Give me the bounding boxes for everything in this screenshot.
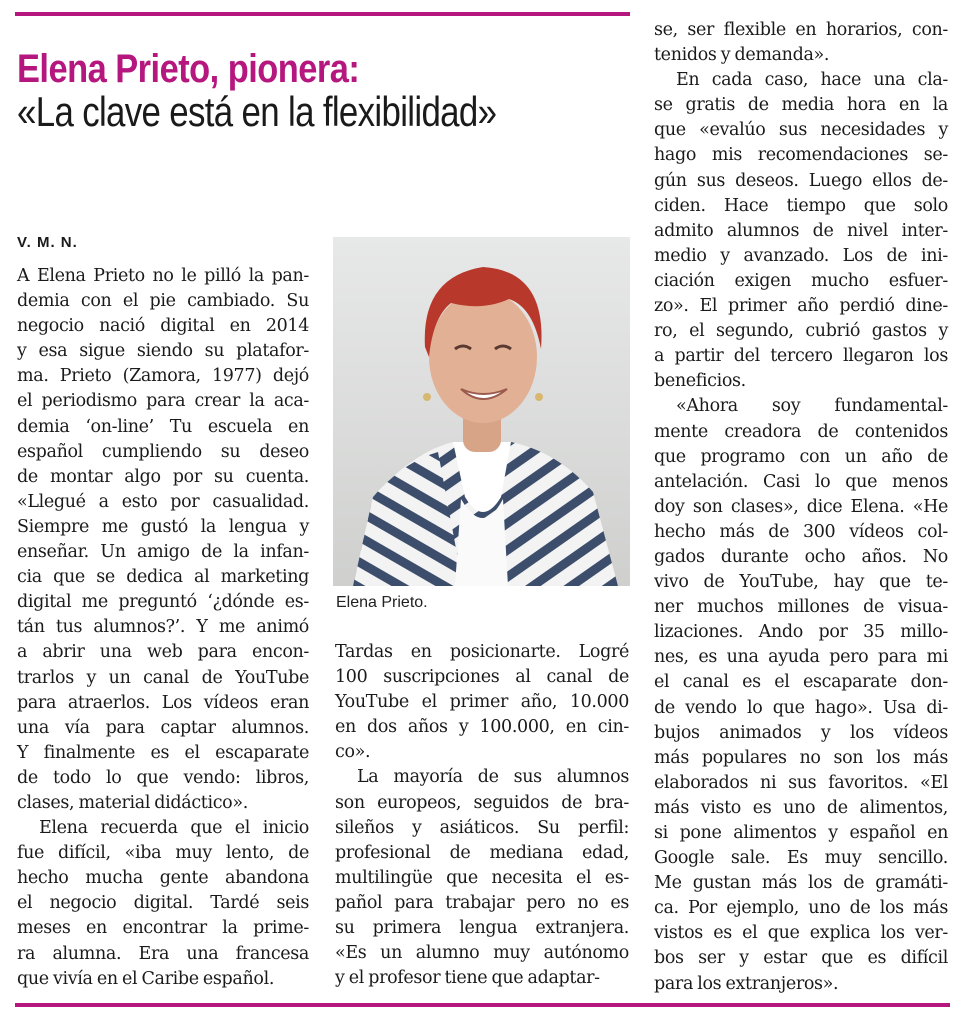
article-line: doy son clases», dice Elena. «He xyxy=(654,496,948,517)
article-line: nes, es una ayuda pero para mi xyxy=(654,647,948,668)
article-line: fue difícil, «iba muy lento, de xyxy=(17,843,309,864)
article-line: zo». El primer año perdió dine- xyxy=(654,296,948,317)
article-line: ciden. Hace tiempo que solo xyxy=(654,195,948,216)
article-line: y esa sigue siendo su platafor- xyxy=(17,341,309,362)
article-line: hago mis recomendaciones se- xyxy=(654,145,948,166)
article-line: Tardas en posicionarte. Logré xyxy=(335,642,629,662)
article-line: el canal es el escaparate don- xyxy=(654,672,948,693)
portrait-photo xyxy=(333,237,630,586)
article-line: Y finalmente es el escaparate xyxy=(17,742,309,763)
article-line: ciación exigen mucho esfuer- xyxy=(654,270,948,291)
article-line: Siempre me gustó la lengua y xyxy=(17,516,309,537)
article-line: Me gustan más los de gramáti- xyxy=(654,873,948,894)
article-line: profesional de mediana edad, xyxy=(335,842,629,863)
article-line: más visto es uno de alimentos, xyxy=(654,797,948,818)
article-line: «Ahora soy fundamental- xyxy=(676,396,948,417)
article-line: se, ser flexible en horarios, con- xyxy=(654,20,948,40)
photo-caption: Elena Prieto. xyxy=(336,594,428,611)
article-line: enseñar. Un amigo de la infan- xyxy=(17,542,309,563)
headline xyxy=(17,48,627,134)
article-line: hecho mucha gente abandona xyxy=(17,868,309,889)
article-line: si pone alimentos y español en xyxy=(654,823,948,843)
article-line: sileños y asiáticos. Su perfil: xyxy=(335,817,629,838)
byline: V. M. N. xyxy=(17,234,78,251)
article-line: de vendo lo que hago». Usa di- xyxy=(654,697,948,718)
article-line: a partir del tercero llegaron los xyxy=(654,346,948,367)
article-line: antelación. Casi lo que menos xyxy=(654,471,948,492)
headline-kicker: Elena Prieto, pionera: xyxy=(17,47,360,91)
headline-title: «La clave está en la flexibilidad» xyxy=(17,88,497,135)
article-line: co». xyxy=(335,742,371,763)
article-line: multilingüe que necesita el es- xyxy=(335,867,629,888)
article-line: trarlos y un canal de YouTube xyxy=(17,667,309,688)
article-line: tenidos y demanda». xyxy=(654,45,830,66)
article-line: gados durante ocho años. No xyxy=(654,546,948,567)
article-line: 100 suscripciones al canal de xyxy=(335,667,629,688)
article-line: ro, el segundo, cubrió gastos y xyxy=(654,321,948,342)
article-line: negocio nació digital en 2014 xyxy=(17,316,309,337)
article-line: y el profesor tiene que adaptar- xyxy=(335,968,600,989)
article-line: hecho más de 300 vídeos col- xyxy=(654,521,948,542)
article-line: mente creadora de contenidos xyxy=(654,421,948,442)
article-line: bujos animados y los vídeos xyxy=(654,722,948,743)
article-line: YouTube el primer año, 10.000 xyxy=(335,692,629,713)
article-line: ner muchos millones de visua- xyxy=(654,597,948,618)
article-line: más populares no son los más xyxy=(654,747,948,768)
article-line: que programo con un año de xyxy=(654,446,948,467)
article-line: a abrir una web para encon- xyxy=(17,642,309,663)
article-line: para atraerlos. Los vídeos eran xyxy=(17,692,309,713)
article-column-3 xyxy=(654,18,948,997)
article-line: de montar algo por su cuenta. xyxy=(17,466,309,487)
article-line: En cada caso, hace una cla- xyxy=(676,70,948,91)
article-line: lizaciones. Ando por 35 millo- xyxy=(654,622,948,643)
article-line: pañol para trabajar pero no es xyxy=(335,892,629,913)
bottom-rule xyxy=(15,1003,950,1007)
article-line: Elena recuerda que el inicio xyxy=(39,818,309,839)
article-line: que «evalúo sus necesidades y xyxy=(654,120,948,141)
article-line: vivo de YouTube, hay que te- xyxy=(654,572,948,593)
portrait-illustration xyxy=(333,237,630,586)
article-line: en dos años y 100.000, en cin- xyxy=(335,717,629,738)
article-line: admito alumnos de nivel inter- xyxy=(654,220,948,241)
article-line: La mayoría de sus alumnos xyxy=(357,767,629,788)
article-line: son europeos, seguidos de bra- xyxy=(335,792,629,813)
article-line: meses en encontrar la prime- xyxy=(17,918,309,939)
article-line: cia que se dedica al marketing xyxy=(17,567,309,588)
article-line: el periodismo para crear la aca- xyxy=(17,391,309,412)
article-line: medio y avanzado. Los de ini- xyxy=(654,245,948,266)
article-column-2 xyxy=(335,640,629,991)
article-line: se gratis de media hora en la xyxy=(654,95,948,116)
article-column-1 xyxy=(17,264,309,992)
article-line: «Es un alumno muy autónomo xyxy=(335,943,629,964)
article-line: español cumpliendo su deseo xyxy=(17,441,309,462)
article-line: A Elena Prieto no le pilló la pan- xyxy=(17,266,309,286)
article-line: ra alumna. Era una francesa xyxy=(17,943,309,964)
article-line: «Llegué a esto por casualidad. xyxy=(17,491,309,512)
article-line: ca. Por ejemplo, uno de los más xyxy=(654,898,948,919)
article-line: Google sale. Es muy sencillo. xyxy=(654,848,948,869)
article-line: demia con el pie cambiado. Su xyxy=(17,291,309,312)
top-rule xyxy=(15,12,630,16)
article-line: bos ser y estar que es difícil xyxy=(654,948,948,969)
article-line: beneficios. xyxy=(654,371,746,392)
article-line: de todo lo que vendo: libros, xyxy=(17,767,309,788)
article-line: elaborados ni sus favoritos. «El xyxy=(654,772,948,793)
article-line: que vivía en el Caribe español. xyxy=(17,968,275,989)
article-line: gún sus deseos. Luego ellos de- xyxy=(654,170,948,191)
article-line: su primera lengua extranjera. xyxy=(335,918,629,939)
article-line: vistos es el que explica los ver- xyxy=(654,923,948,944)
article-line: digital me preguntó ‘¿dónde es- xyxy=(17,592,309,613)
article-line: ma. Prieto (Zamora, 1977) dejó xyxy=(17,366,309,387)
article-line: una vía para captar alumnos. xyxy=(17,717,309,738)
article-line: tán tus alumnos?’. Y me animó xyxy=(17,617,309,638)
article-line: demia ‘on-line’ Tu escuela en xyxy=(17,416,309,437)
article-line: clases, material didáctico». xyxy=(17,792,248,813)
article-line: para los extranjeros». xyxy=(654,973,839,994)
article-line: el negocio digital. Tardé seis xyxy=(17,893,309,914)
